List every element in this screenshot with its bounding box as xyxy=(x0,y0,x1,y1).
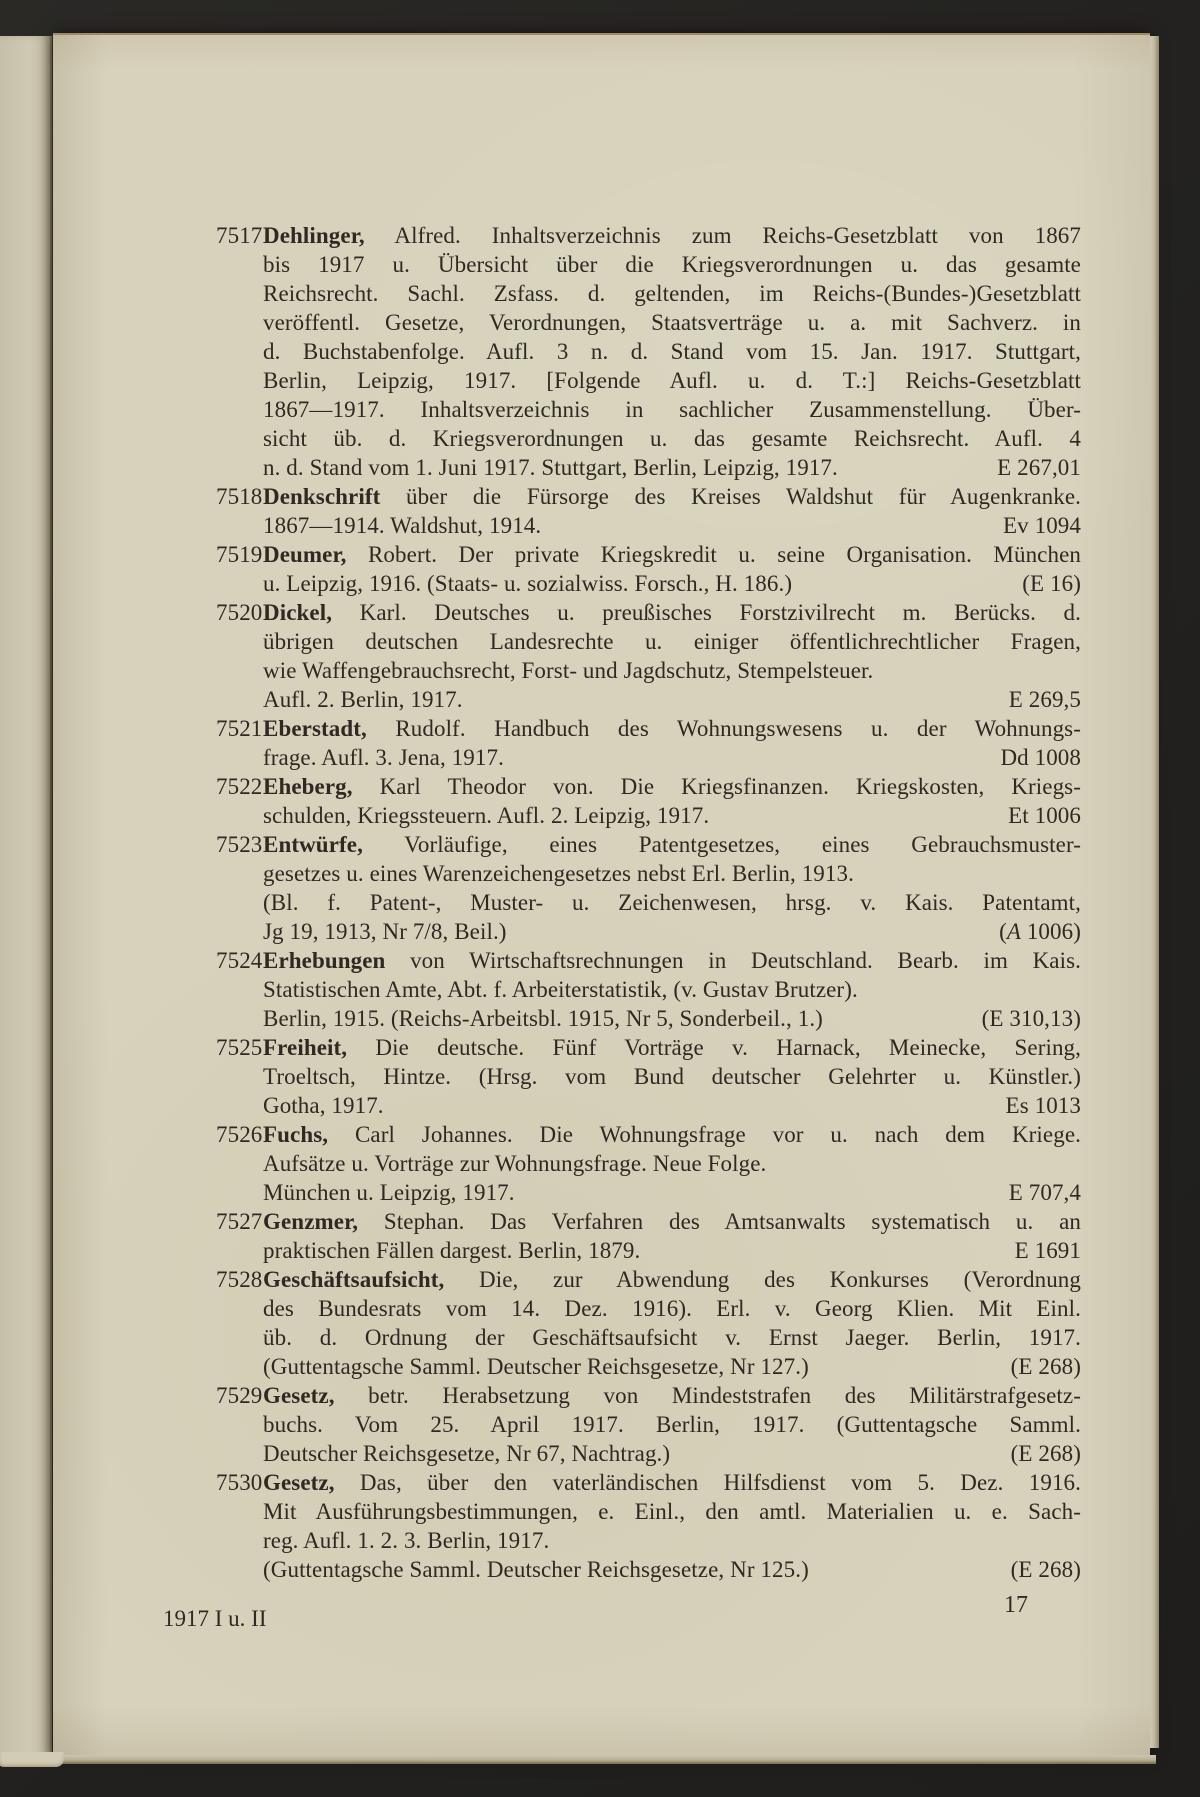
bibliography-entry xyxy=(216,1207,1081,1265)
entry-heading: Denkschrift xyxy=(263,484,381,509)
adjacent-page-edge xyxy=(0,36,52,1766)
entry-text: Deumer, Robert. Der private Kriegskredit u. seine Organisation. München xyxy=(263,542,1081,567)
shelfmark: Et 1006 xyxy=(1008,803,1081,828)
entry-text: üb. d. Ordnung der Geschäftsaufsicht v. Ernst Jaeger. Berlin, 1917. xyxy=(263,1325,1081,1350)
entry-heading: Genzmer, xyxy=(263,1209,359,1234)
entry-text: sicht üb. d. Kriegsverordnungen u. das gesamte Reichsrecht. Aufl. 4 xyxy=(263,426,1081,451)
entry-text: u. Leipzig, 1916. (Staats- u. sozialwiss. Forsch., H. 186.) xyxy=(263,571,793,596)
entry-line xyxy=(216,395,1081,424)
entry-line xyxy=(216,366,1081,395)
entry-text: reg. Aufl. 1. 2. 3. Berlin, 1917. xyxy=(263,1528,550,1553)
entry-line xyxy=(216,830,1081,859)
entry-text: Denkschrift über die Fürsorge des Kreises Waldshut für Augenkranke. xyxy=(263,484,1081,509)
entry-line xyxy=(216,772,1081,801)
page-number: 17 xyxy=(1004,1592,1028,1618)
entry-text: Berlin, Leipzig, 1917. [Folgende Aufl. u. d. T.:] Reichs-Gesetzblatt xyxy=(263,368,1081,393)
entry-text: wie Waffengebrauchsrecht, Forst- und Jagdschutz, Stempelsteuer. xyxy=(263,658,874,683)
entry-text: Eberstadt, Rudolf. Handbuch des Wohnungswesens u. der Wohnungs- xyxy=(263,716,1081,741)
entry-line xyxy=(216,1062,1081,1091)
entry-text: Geschäftsaufsicht, Die, zur Abwendung des Konkurses (Verordnung xyxy=(263,1267,1081,1292)
entry-number: 7519 xyxy=(216,542,263,567)
page-stack-edge-bottom xyxy=(8,1755,1156,1764)
entry-text: Eheberg, Karl Theodor von. Die Kriegsfinanzen. Kriegskosten, Kriegs- xyxy=(263,774,1081,799)
entry-text: (Bl. f. Patent-, Muster- u. Zeichenwesen, hrsg. v. Kais. Patentamt, xyxy=(263,890,1081,915)
entry-number: 7526 xyxy=(216,1122,263,1147)
entry-text: Entwürfe, Vorläufige, eines Patentgesetzes, eines Gebrauchsmuster- xyxy=(263,832,1081,857)
entry-heading: Freiheit, xyxy=(263,1035,348,1060)
entry-heading: Dickel, xyxy=(263,600,333,625)
entry-line xyxy=(216,1236,1081,1265)
entry-line xyxy=(216,714,1081,743)
shelfmark: Dd 1008 xyxy=(1000,745,1081,770)
shelfmark: E 707,4 xyxy=(1008,1180,1081,1205)
entry-line xyxy=(216,801,1081,830)
entry-text: veröffentl. Gesetze, Verordnungen, Staatsverträge u. a. mit Sachverz. in xyxy=(263,310,1081,335)
entry-line xyxy=(216,627,1081,656)
bibliography-entry xyxy=(216,1033,1081,1120)
bibliography-entries xyxy=(216,221,1081,1584)
entry-text: Deutscher Reichsgesetze, Nr 67, Nachtrag.) xyxy=(263,1441,671,1466)
entry-line xyxy=(216,453,1081,482)
entry-line xyxy=(216,1497,1081,1526)
entry-line xyxy=(216,1294,1081,1323)
entry-text: Gotha, 1917. xyxy=(263,1093,384,1118)
shelfmark: (A 1006) xyxy=(999,919,1081,944)
entry-text: (Guttentagsche Samml. Deutscher Reichsgesetze, Nr 127.) xyxy=(263,1354,809,1379)
entry-text: Troeltsch, Hintze. (Hrsg. vom Bund deutscher Gelehrter u. Künstler.) xyxy=(263,1064,1081,1089)
entry-line xyxy=(216,1207,1081,1236)
bibliography-entry xyxy=(216,830,1081,946)
shelfmark: (E 310,13) xyxy=(981,1006,1081,1031)
entry-heading: Dehlinger, xyxy=(263,223,365,248)
entry-line xyxy=(216,221,1081,250)
bibliography-entry xyxy=(216,714,1081,772)
bibliography-entry xyxy=(216,1265,1081,1381)
entry-line xyxy=(216,1120,1081,1149)
shelfmark: Es 1013 xyxy=(1005,1093,1081,1118)
entry-line xyxy=(216,424,1081,453)
entry-text: Mit Ausführungsbestimmungen, e. Einl., den amtl. Materialien u. e. Sach- xyxy=(263,1499,1081,1524)
entry-line xyxy=(216,1265,1081,1294)
entry-line xyxy=(216,1410,1081,1439)
entry-text: 1867—1917. Inhaltsverzeichnis in sachlicher Zusammenstellung. Über- xyxy=(263,397,1081,422)
entry-heading: Gesetz, xyxy=(263,1470,335,1495)
shelfmark: E 1691 xyxy=(1014,1238,1081,1263)
page-stack-edge-right xyxy=(1150,36,1159,1748)
entry-line xyxy=(216,656,1081,685)
entry-number: 7518 xyxy=(216,484,263,509)
entry-text: Dehlinger, Alfred. Inhaltsverzeichnis zum Reichs-Gesetzblatt von 1867 xyxy=(263,223,1081,248)
entry-text: Reichsrecht. Sachl. Zsfass. d. geltenden, im Reichs-(Bundes-)Gesetzblatt xyxy=(263,281,1081,306)
entry-text: schulden, Kriegssteuern. Aufl. 2. Leipzig, 1917. xyxy=(263,803,710,828)
entry-line xyxy=(216,1178,1081,1207)
entry-line xyxy=(216,917,1081,946)
entry-heading: Eheberg, xyxy=(263,774,353,799)
entry-text: Freiheit, Die deutsche. Fünf Vorträge v. Harnack, Meinecke, Sering, xyxy=(263,1035,1081,1060)
entry-text: Gesetz, Das, über den vaterländischen Hilfsdienst vom 5. Dez. 1916. xyxy=(263,1470,1081,1495)
bibliography-entry xyxy=(216,598,1081,714)
entry-text: frage. Aufl. 3. Jena, 1917. xyxy=(263,745,504,770)
bibliography-entry xyxy=(216,772,1081,830)
entry-text: des Bundesrats vom 14. Dez. 1916). Erl. v. Georg Klien. Mit Einl. xyxy=(263,1296,1081,1321)
entry-line xyxy=(216,946,1081,975)
entry-number: 7521 xyxy=(216,716,263,741)
entry-number: 7523 xyxy=(216,832,263,857)
shelfmark: (E 268) xyxy=(1010,1354,1081,1379)
entry-line xyxy=(216,743,1081,772)
shelfmark: (E 16) xyxy=(1022,571,1081,596)
entry-text: Gesetz, betr. Herabsetzung von Mindeststrafen des Militärstrafgesetz- xyxy=(263,1383,1081,1408)
entry-line xyxy=(216,279,1081,308)
entry-line xyxy=(216,337,1081,366)
entry-text: Berlin, 1915. (Reichs-Arbeitsbl. 1915, Nr 5, Sonderbeil., 1.) xyxy=(263,1006,823,1031)
entry-text: Erhebungen von Wirtschaftsrechnungen in Deutschland. Bearb. im Kais. xyxy=(263,948,1081,973)
entry-heading: Entwürfe, xyxy=(263,832,363,857)
scanned-page xyxy=(53,33,1150,1757)
entry-line xyxy=(216,1439,1081,1468)
entry-heading: Deumer, xyxy=(263,542,347,567)
entry-line xyxy=(216,1004,1081,1033)
entry-number: 7522 xyxy=(216,774,263,799)
entry-line xyxy=(216,511,1081,540)
entry-text: bis 1917 u. Übersicht über die Kriegsverordnungen u. das gesamte xyxy=(263,252,1081,277)
entry-text: Jg 19, 1913, Nr 7/8, Beil.) xyxy=(263,919,507,944)
entry-text: (Guttentagsche Samml. Deutscher Reichsgesetze, Nr 125.) xyxy=(263,1557,809,1582)
entry-text: praktischen Fällen dargest. Berlin, 1879. xyxy=(263,1238,641,1263)
entry-line xyxy=(216,1352,1081,1381)
bibliography-entry xyxy=(216,1120,1081,1207)
entry-line xyxy=(216,1526,1081,1555)
entry-number: 7525 xyxy=(216,1035,263,1060)
shelfmark: (E 268) xyxy=(1010,1441,1081,1466)
bibliography-entry xyxy=(216,1381,1081,1468)
entry-heading: Gesetz, xyxy=(263,1383,335,1408)
entry-line xyxy=(216,250,1081,279)
bibliography-entry xyxy=(216,540,1081,598)
shelfmark: Ev 1094 xyxy=(1003,513,1081,538)
shelfmark: E 269,5 xyxy=(1008,687,1081,712)
entry-heading: Erhebungen xyxy=(263,948,386,973)
entry-line xyxy=(216,685,1081,714)
shelfmark: (E 268) xyxy=(1010,1557,1081,1582)
volume-signature: 1917 I u. II xyxy=(163,1606,267,1631)
entry-line xyxy=(216,1033,1081,1062)
entry-number: 7524 xyxy=(216,948,263,973)
entry-text: Genzmer, Stephan. Das Verfahren des Amtsanwalts systematisch u. an xyxy=(263,1209,1081,1234)
entry-line xyxy=(216,975,1081,1004)
entry-text: 1867—1914. Waldshut, 1914. xyxy=(263,513,542,538)
entry-text: Statistischen Amte, Abt. f. Arbeiterstatistik, (v. Gustav Brutzer). xyxy=(263,977,858,1002)
entry-line xyxy=(216,308,1081,337)
entry-heading: Eberstadt, xyxy=(263,716,367,741)
entry-line xyxy=(216,569,1081,598)
entry-text: gesetzes u. eines Warenzeichengesetzes nebst Erl. Berlin, 1913. xyxy=(263,861,854,886)
entry-number: 7520 xyxy=(216,600,263,625)
entry-line xyxy=(216,1468,1081,1497)
entry-line xyxy=(216,1381,1081,1410)
entry-text: Aufsätze u. Vorträge zur Wohnungsfrage. Neue Folge. xyxy=(263,1151,767,1176)
entry-line xyxy=(216,482,1081,511)
entry-line xyxy=(216,859,1081,888)
bibliography-entry xyxy=(216,482,1081,540)
entry-number: 7527 xyxy=(216,1209,263,1234)
bibliography-entry xyxy=(216,946,1081,1033)
entry-line xyxy=(216,1323,1081,1352)
underlying-page-corner xyxy=(0,1752,64,1767)
entry-heading: Fuchs, xyxy=(263,1122,329,1147)
entry-line xyxy=(216,1555,1081,1584)
shelfmark: E 267,01 xyxy=(997,455,1081,480)
entry-text: Aufl. 2. Berlin, 1917. xyxy=(263,687,463,712)
entry-line xyxy=(216,1091,1081,1120)
entry-number: 7530 xyxy=(216,1470,263,1495)
entry-heading: Geschäftsaufsicht, xyxy=(263,1267,445,1292)
entry-text: buchs. Vom 25. April 1917. Berlin, 1917. (Guttentagsche Samml. xyxy=(263,1412,1081,1437)
entry-number: 7517 xyxy=(216,223,263,248)
entry-line xyxy=(216,540,1081,569)
entry-number: 7528 xyxy=(216,1267,263,1292)
entry-line xyxy=(216,598,1081,627)
entry-text: übrigen deutschen Landesrechte u. einiger öffentlichrechtlicher Fragen, xyxy=(263,629,1081,654)
entry-line xyxy=(216,888,1081,917)
entry-text: München u. Leipzig, 1917. xyxy=(263,1180,515,1205)
entry-text: d. Buchstabenfolge. Aufl. 3 n. d. Stand vom 15. Jan. 1917. Stuttgart, xyxy=(263,339,1081,364)
entry-text: n. d. Stand vom 1. Juni 1917. Stuttgart, Berlin, Leipzig, 1917. xyxy=(263,455,838,480)
entry-line xyxy=(216,1149,1081,1178)
bibliography-entry xyxy=(216,221,1081,482)
entry-text: Fuchs, Carl Johannes. Die Wohnungsfrage vor u. nach dem Kriege. xyxy=(263,1122,1081,1147)
entry-text: Dickel, Karl. Deutsches u. preußisches Forstzivilrecht m. Berücks. d. xyxy=(263,600,1081,625)
entry-number: 7529 xyxy=(216,1383,263,1408)
bibliography-entry xyxy=(216,1468,1081,1584)
